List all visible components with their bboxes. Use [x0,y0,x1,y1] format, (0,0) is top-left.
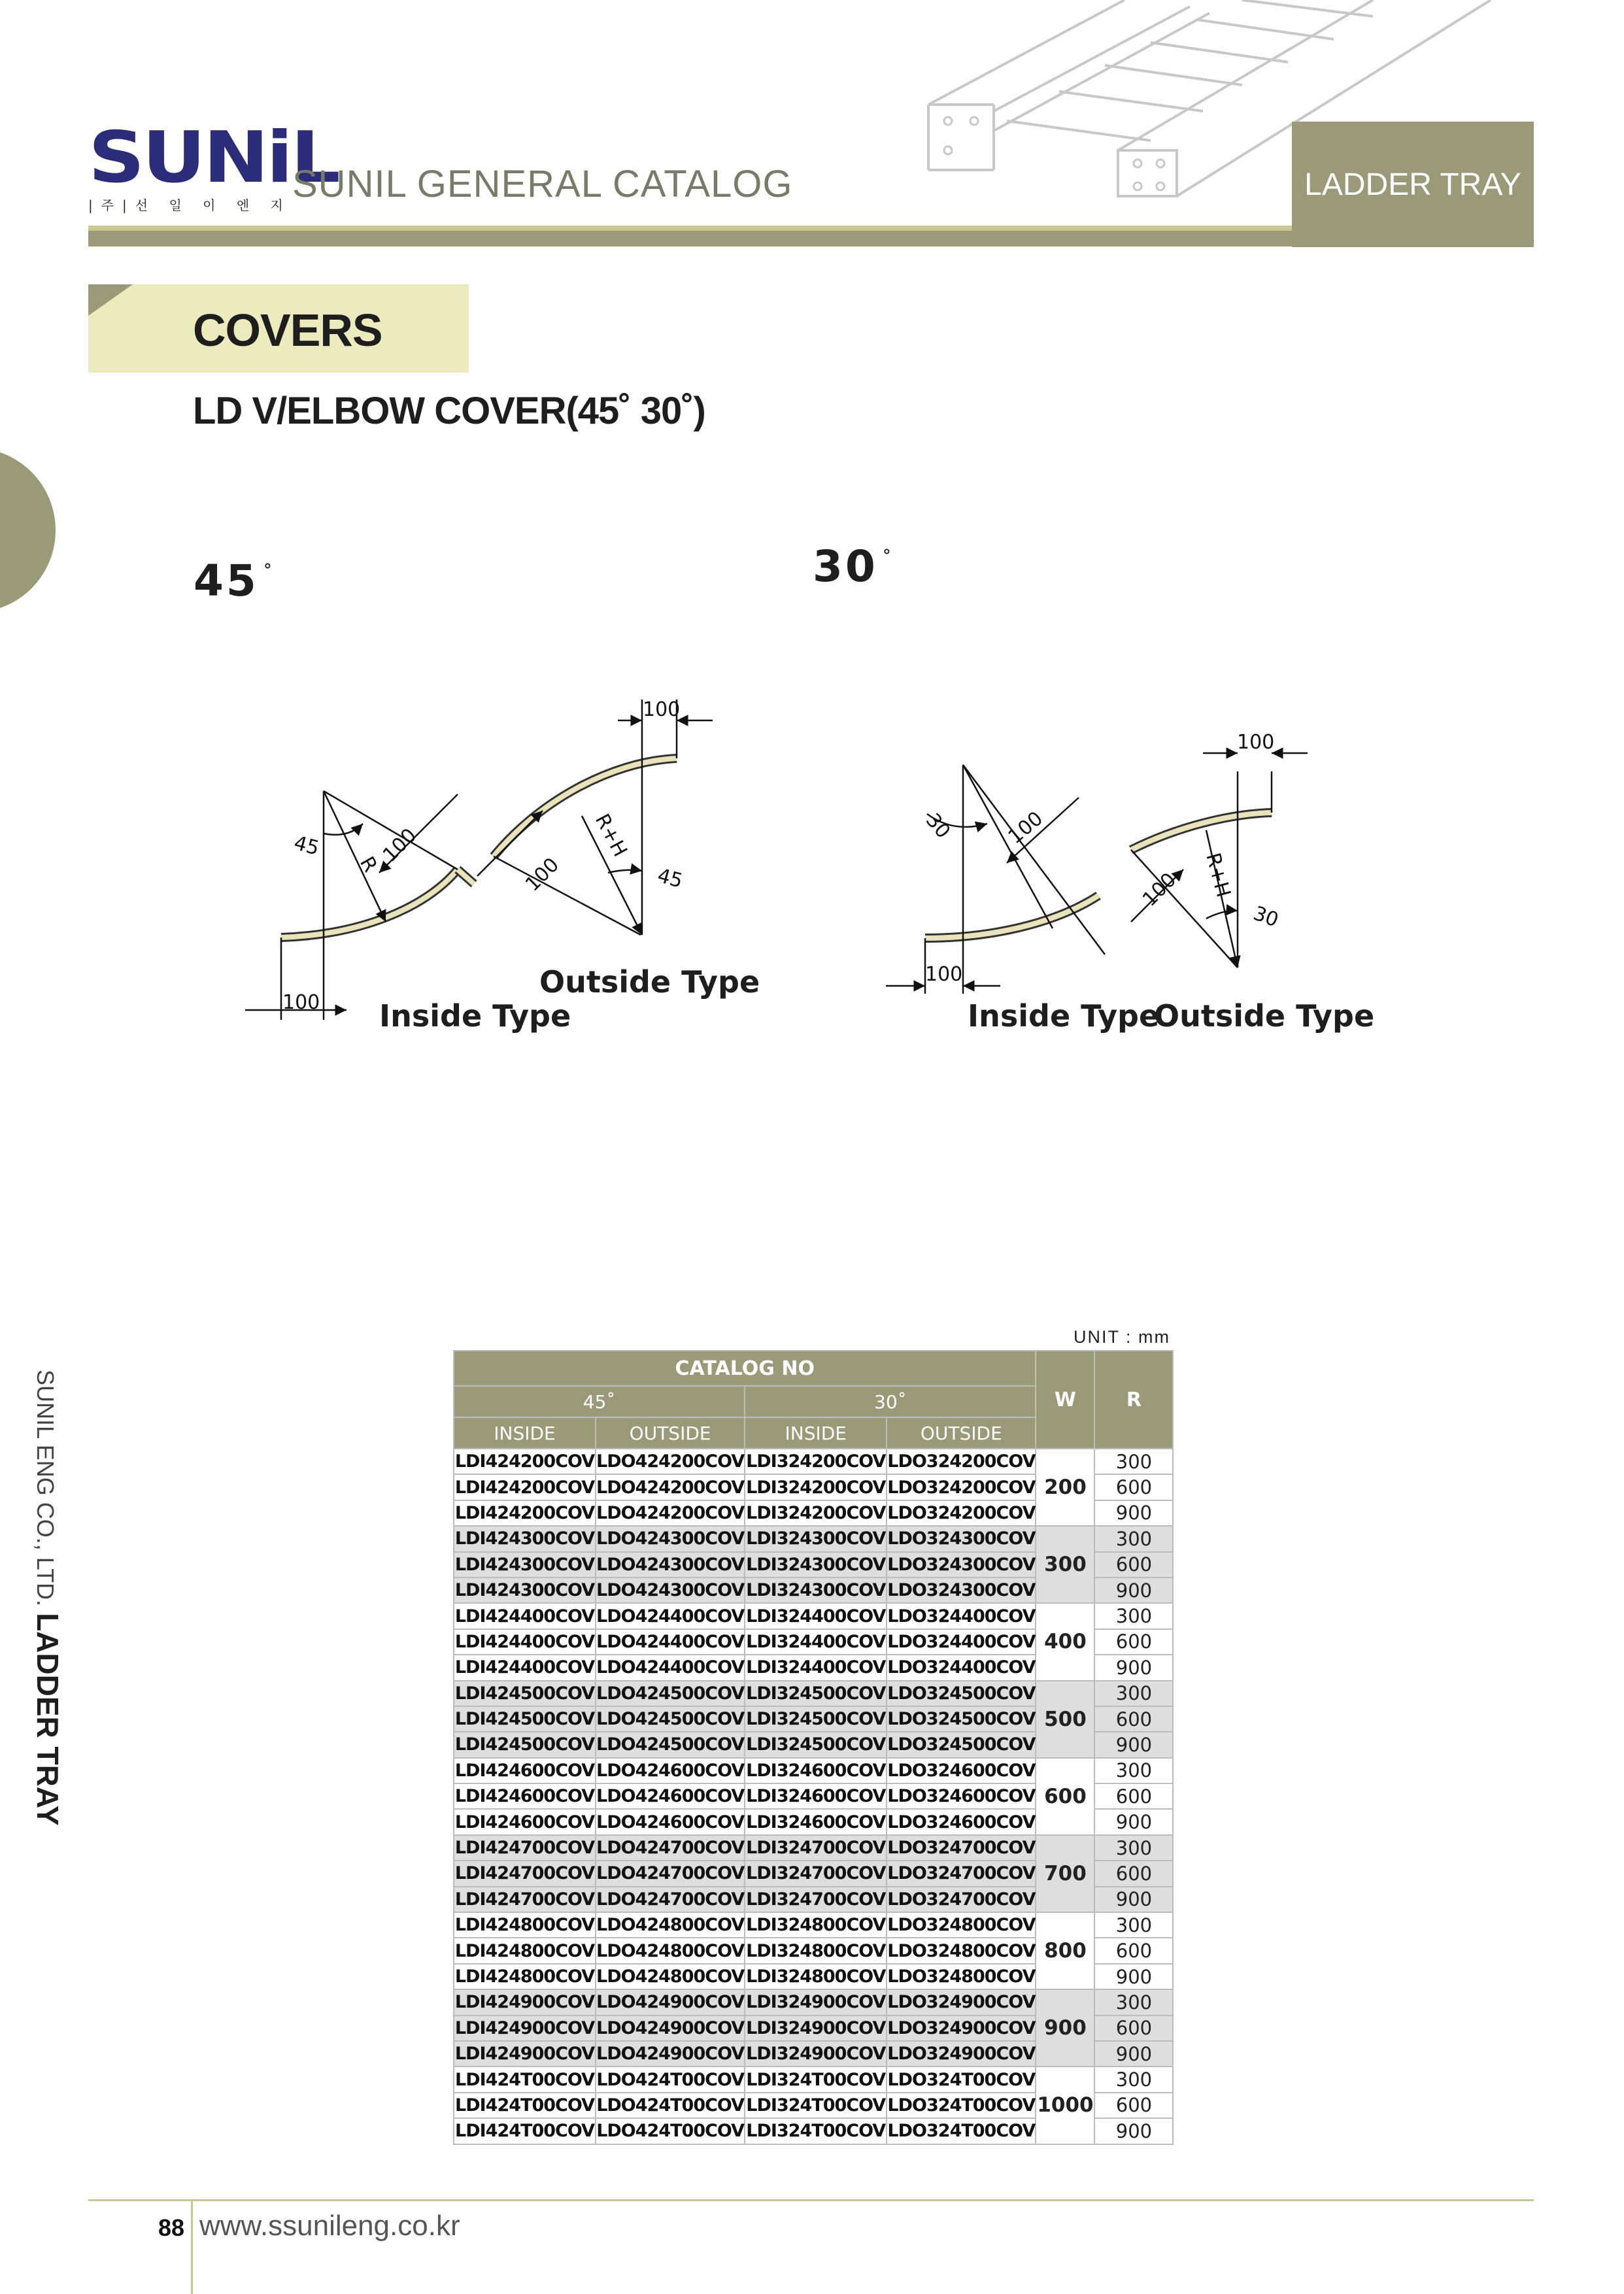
catalog-code-cell: LDI324T00COV [745,2093,887,2118]
catalog-code-cell: LDI324600COV [745,1809,887,1834]
inside-45-header: INSIDE [454,1417,596,1449]
header-divider-dark [88,231,1293,246]
width-cell: 900 [1036,1989,1094,2066]
table-row [454,1526,1173,1551]
elbow-cover-diagrams [242,673,1386,1066]
radius-cell: 300 [1094,2066,1173,2092]
table-row [454,1603,1173,1628]
dim-30-inside-angle: 30 [921,809,955,843]
catalog-code-cell: LDO424200COV [596,1449,745,1474]
radius-cell: 300 [1094,1526,1173,1551]
catalog-code-cell: LDO424700COV [596,1861,745,1886]
catalog-code-cell: LDO324900COV [887,1989,1036,2015]
catalog-code-cell: LDO324600COV [887,1758,1036,1783]
radius-cell: 600 [1094,1552,1173,1577]
catalog-code-cell: LDO324600COV [887,1809,1036,1834]
catalog-code-cell: LDO424300COV [596,1577,745,1603]
catalog-code-cell: LDO424400COV [596,1655,745,1680]
catalog-code-cell: LDO324800COV [887,1964,1036,1989]
catalog-code-cell: LDI324400COV [745,1655,887,1680]
catalog-code-cell: LDI324700COV [745,1861,887,1886]
r-header: R [1094,1351,1173,1449]
catalog-code-cell: LDI324300COV [745,1526,887,1551]
catalog-code-cell: LDI324500COV [745,1706,887,1732]
catalog-code-cell: LDI424700COV [454,1835,596,1861]
catalog-code-cell: LDI424400COV [454,1655,596,1680]
caption-45-inside-type: Inside Type [379,998,571,1034]
col-45-header: 45˚ [454,1386,745,1417]
radius-cell: 300 [1094,1681,1173,1706]
catalog-no-header: CATALOG NO [454,1351,1036,1386]
catalog-code-cell: LDI424800COV [454,1964,596,1989]
radius-cell: 300 [1094,1758,1173,1783]
catalog-code-cell: LDI324500COV [745,1681,887,1706]
dim-30-outside-RH: R+H [1201,851,1235,900]
dim-30-inside-100-width: 100 [1004,807,1048,849]
radius-cell: 900 [1094,1964,1173,1989]
catalog-code-cell: LDI324900COV [745,2016,887,2041]
side-company: SUNIL ENG CO., LTD. [32,1370,59,1607]
catalog-code-cell: LDI324700COV [745,1887,887,1912]
catalog-code-cell: LDO424800COV [596,1964,745,1989]
catalog-code-cell: LDI324T00COV [745,2118,887,2144]
catalog-code-cell: LDO324900COV [887,2041,1036,2066]
catalog-code-cell: LDO424500COV [596,1706,745,1732]
catalog-code-cell: LDO324800COV [887,1938,1036,1963]
catalog-code-cell: LDI324900COV [745,2041,887,2066]
catalog-code-cell: LDO424600COV [596,1758,745,1783]
radius-cell: 600 [1094,2093,1173,2118]
catalog-code-cell: LDI424300COV [454,1526,596,1551]
table-row [454,1989,1173,2015]
catalog-code-cell: LDO424700COV [596,1887,745,1912]
catalog-code-cell: LDO324300COV [887,1526,1036,1551]
table-row [454,1449,1173,1474]
radius-cell: 900 [1094,1809,1173,1834]
width-cell: 700 [1036,1835,1094,1912]
catalog-code-cell: LDI324200COV [745,1449,887,1474]
catalog-code-cell: LDO424T00COV [596,2066,745,2092]
catalog-code-cell: LDI424600COV [454,1809,596,1834]
dim-30-inside-100-bottom: 100 [925,963,963,986]
catalog-code-cell: LDI324600COV [745,1783,887,1809]
side-tab [0,448,56,613]
catalog-code-cell: LDO324200COV [887,1500,1036,1526]
catalog-code-cell: LDO324200COV [887,1474,1036,1500]
header-divider [88,226,1293,231]
inside-30-header: INSIDE [745,1417,887,1449]
catalog-code-cell: LDI424400COV [454,1603,596,1628]
catalog-code-cell: LDI324400COV [745,1603,887,1628]
catalog-code-cell: LDI324200COV [745,1474,887,1500]
radius-cell: 900 [1094,1577,1173,1603]
catalog-code-cell: LDI424400COV [454,1629,596,1655]
catalog-code-cell: LDO324T00COV [887,2066,1036,2092]
catalog-code-cell: LDI324800COV [745,1964,887,1989]
dim-45-outside-100-width: 100 [520,853,564,896]
radius-cell: 600 [1094,1861,1173,1886]
radius-cell: 300 [1094,1912,1173,1938]
table-row [454,1835,1173,1861]
width-cell: 800 [1036,1912,1094,1989]
catalog-code-cell: LDO424400COV [596,1603,745,1628]
catalog-code-cell: LDI424200COV [454,1449,596,1474]
catalog-code-cell: LDI324400COV [745,1629,887,1655]
catalog-code-cell: LDI424300COV [454,1552,596,1577]
caption-30-inside-type: Inside Type [968,998,1160,1034]
catalog-code-cell: LDO424300COV [596,1552,745,1577]
dim-45-outside-100-top: 100 [643,698,681,721]
catalog-code-cell: LDO324200COV [887,1449,1036,1474]
table-row [454,2066,1173,2092]
catalog-code-cell: LDI324300COV [745,1577,887,1603]
page-number: 88 [158,2214,185,2241]
catalog-code-cell: LDI424500COV [454,1732,596,1757]
side-product: LADDER TRAY [31,1613,65,1826]
catalog-code-cell: LDO324500COV [887,1732,1036,1757]
radius-cell: 900 [1094,1887,1173,1912]
radius-cell: 900 [1094,1732,1173,1757]
catalog-code-cell: LDI424700COV [454,1887,596,1912]
sunil-logo: SUNiL [88,117,338,199]
catalog-code-cell: LDI324800COV [745,1938,887,1963]
catalog-code-cell: LDO424500COV [596,1681,745,1706]
dim-45-inside-100-bottom: 100 [282,991,320,1014]
catalog-code-cell: LDO424T00COV [596,2118,745,2144]
radius-cell: 900 [1094,1500,1173,1526]
catalog-code-cell: LDI424300COV [454,1577,596,1603]
catalog-table-body [454,1449,1173,2144]
table-row [454,1912,1173,1938]
catalog-code-cell: LDI424600COV [454,1783,596,1809]
dim-45-outside-angle: 45 [654,864,685,893]
col-30-header: 30˚ [745,1386,1036,1417]
catalog-code-cell: LDI424T00COV [454,2066,596,2092]
catalog-code-cell: LDI424T00COV [454,2118,596,2144]
outside-30-header: OUTSIDE [887,1417,1036,1449]
caption-30-outside-type: Outside Type [1154,998,1375,1034]
width-cell: 300 [1036,1526,1094,1603]
catalog-code-cell: LDI324900COV [745,1989,887,2015]
dim-30-outside-100-top: 100 [1237,731,1275,754]
logo-subtitle: |주|선 일 이 엔 지 [88,197,292,213]
dim-30-outside-100-width: 100 [1138,868,1181,911]
width-cell: 400 [1036,1603,1094,1680]
catalog-code-cell: LDI324800COV [745,1912,887,1938]
catalog-code-cell: LDO424800COV [596,1938,745,1963]
width-cell: 200 [1036,1449,1094,1526]
catalog-title: SUNIL GENERAL CATALOG [292,163,793,205]
catalog-code-cell: LDI424900COV [454,2041,596,2066]
unit-label: UNIT : mm [1074,1327,1170,1347]
catalog-code-cell: LDO324700COV [887,1835,1036,1861]
catalog-code-cell: LDO424400COV [596,1629,745,1655]
catalog-code-cell: LDO324T00COV [887,2093,1036,2118]
catalog-code-cell: LDO424200COV [596,1500,745,1526]
catalog-code-cell: LDO424900COV [596,1989,745,2015]
catalog-code-cell: LDI424T00COV [454,2093,596,2118]
catalog-code-cell: LDO324300COV [887,1577,1036,1603]
catalog-table [453,1350,1174,2145]
catalog-code-cell: LDI324500COV [745,1732,887,1757]
catalog-code-cell: LDO324500COV [887,1681,1036,1706]
dim-45-inside-100-width: 100 [378,824,422,867]
catalog-code-cell: LDO324400COV [887,1603,1036,1628]
radius-cell: 900 [1094,2041,1173,2066]
section-label: COVERS [193,305,382,356]
catalog-code-cell: LDI424700COV [454,1861,596,1886]
category-label: LADDER TRAY [1304,167,1521,202]
catalog-code-cell: LDI424800COV [454,1938,596,1963]
footer-vertical-divider [191,2201,193,2294]
catalog-code-cell: LDO424600COV [596,1783,745,1809]
table-row [454,1758,1173,1783]
radius-cell: 300 [1094,1835,1173,1861]
radius-cell: 600 [1094,2016,1173,2041]
radius-cell: 900 [1094,2118,1173,2144]
catalog-code-cell: LDI424500COV [454,1706,596,1732]
radius-cell: 300 [1094,1989,1173,2015]
heading-45-degree: 45 ˚ [194,556,275,606]
radius-cell: 600 [1094,1629,1173,1655]
catalog-code-cell: LDI424800COV [454,1912,596,1938]
side-caption [30,1370,65,1826]
catalog-code-cell: LDI424900COV [454,2016,596,2041]
catalog-code-cell: LDO424900COV [596,2041,745,2066]
catalog-code-cell: LDO324400COV [887,1629,1036,1655]
catalog-code-cell: LDO324T00COV [887,2118,1036,2144]
catalog-code-cell: LDI424200COV [454,1474,596,1500]
catalog-code-cell: LDO424300COV [596,1526,745,1551]
catalog-code-cell: LDO424900COV [596,2016,745,2041]
width-cell: 500 [1036,1681,1094,1758]
dim-45-inside-angle: 45 [291,831,322,860]
radius-cell: 300 [1094,1603,1173,1628]
radius-cell: 300 [1094,1449,1173,1474]
radius-cell: 600 [1094,1938,1173,1963]
catalog-code-cell: LDO324700COV [887,1861,1036,1886]
catalog-code-cell: LDO324400COV [887,1655,1036,1680]
radius-cell: 900 [1094,1655,1173,1680]
catalog-code-cell: LDO324600COV [887,1783,1036,1809]
catalog-code-cell: LDO424T00COV [596,2093,745,2118]
heading-30-degree: 30 ˚ [813,541,894,592]
table-row [454,1681,1173,1706]
catalog-code-cell: LDI424600COV [454,1758,596,1783]
footer-divider [88,2199,1534,2201]
catalog-code-cell: LDO324900COV [887,2016,1036,2041]
catalog-code-cell: LDI324200COV [745,1500,887,1526]
catalog-code-cell: LDO424200COV [596,1474,745,1500]
w-header: W [1036,1351,1094,1449]
radius-cell: 600 [1094,1706,1173,1732]
caption-45-outside-type: Outside Type [539,964,760,1000]
dim-45-outside-RH: R+H [590,810,632,861]
section-label-corner [88,284,133,316]
product-title: LD V/ELBOW COVER(45˚ 30˚) [193,390,705,432]
dim-30-outside-angle: 30 [1250,902,1282,932]
catalog-code-cell: LDI324300COV [745,1552,887,1577]
catalog-code-cell: LDI424200COV [454,1500,596,1526]
catalog-code-cell: LDO324800COV [887,1912,1036,1938]
outside-45-header: OUTSIDE [596,1417,745,1449]
catalog-code-cell: LDO424600COV [596,1809,745,1834]
catalog-code-cell: LDI324600COV [745,1758,887,1783]
catalog-code-cell: LDO424500COV [596,1732,745,1757]
catalog-code-cell: LDO324500COV [887,1706,1036,1732]
catalog-code-cell: LDO424700COV [596,1835,745,1861]
dim-45-inside-R: R [355,852,382,877]
catalog-code-cell: LDI424900COV [454,1989,596,2015]
header-category-tab [1292,122,1534,247]
catalog-code-cell: LDO324300COV [887,1552,1036,1577]
width-cell: 600 [1036,1758,1094,1835]
width-cell: 1000 [1036,2066,1094,2144]
website-link[interactable]: www.ssunileng.co.kr [199,2210,460,2242]
catalog-code-cell: LDI424500COV [454,1681,596,1706]
radius-cell: 600 [1094,1783,1173,1809]
catalog-code-cell: LDO424800COV [596,1912,745,1938]
catalog-code-cell: LDI324T00COV [745,2066,887,2092]
radius-cell: 600 [1094,1474,1173,1500]
catalog-code-cell: LDO324700COV [887,1887,1036,1912]
catalog-code-cell: LDI324700COV [745,1835,887,1861]
